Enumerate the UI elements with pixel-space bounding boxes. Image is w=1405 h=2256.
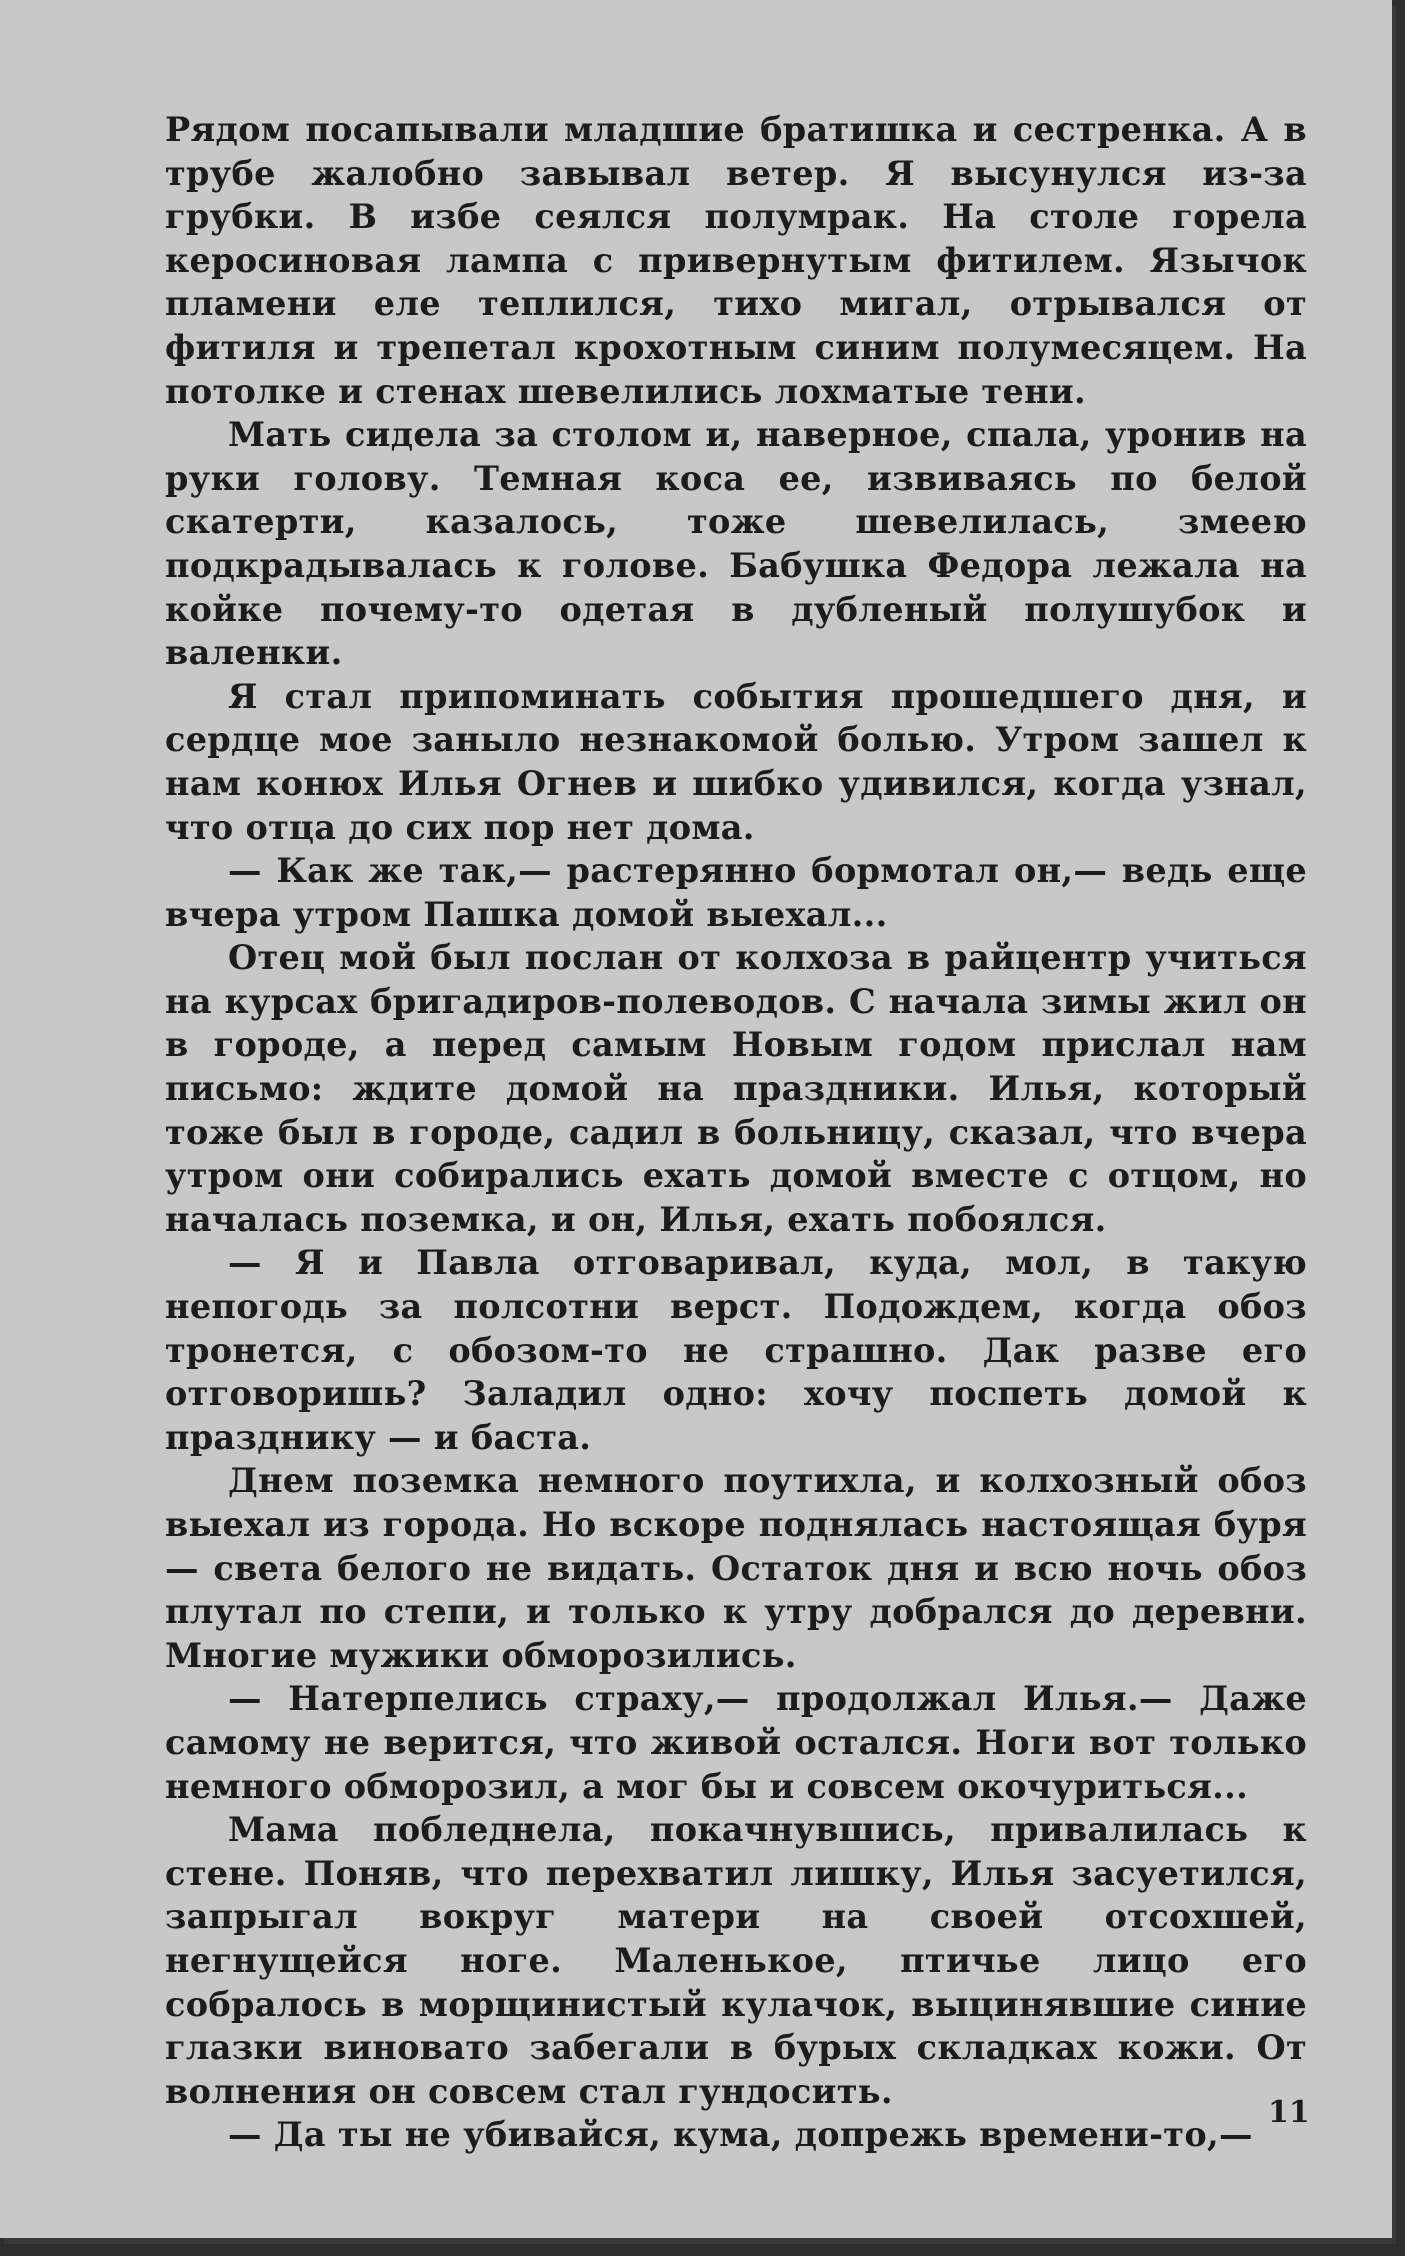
paragraph: Рядом посапывали младшие братишка и сестренка. А в трубе жалобно завывал ветер. Я высунулся из-за грубки. В избе сеялся полумрак. На столе горела керосиновая лампа с привернутым фитилем. Язычок пламени еле теплился, тихо мигал, отрывался от фитиля и трепетал крохотным синим полумесяцем. На потолке и стенах шевелились лохматые тени. bbox=[165, 110, 1307, 411]
page-number: 11 bbox=[1268, 2095, 1310, 2130]
paragraph: Днем поземка немного поутихла, и колхозный обоз выехал из города. Но вскоре поднялась настоящая буря — света белого не видать. Остаток дня и всю ночь обоз плутал по степи, и только к утру добрался до деревни. Многие мужики обморозились. bbox=[165, 1461, 1307, 1675]
page-text bbox=[165, 108, 1310, 2157]
paragraph: Мать сидела за столом и, наверное, спала, уронив на руки голову. Темная коса ее, извиваясь по белой скатерти, казалось, тоже шевелилась, змеею подкрадывалась к голове. Бабушка Федора лежала на койке почему-то одетая в дубленый полушубок и валенки. bbox=[165, 415, 1307, 673]
paragraph: — Как же так,— растерянно бормотал он,— ведь еще вчера утром Пашка домой выехал... bbox=[165, 851, 1307, 934]
paragraph: — Да ты не убивайся, кума, допрежь времени-то,— bbox=[228, 2115, 1253, 2155]
paragraph: — Натерпелись страху,— продолжал Илья.— Даже самому не верится, что живой остался. Ноги вот только немного обморозил, а мог бы и совсем окочуриться... bbox=[165, 1679, 1307, 1806]
paragraph: Мама побледнела, покачнувшись, привалилась к стене. Поняв, что перехватил лишку, Илья засуетился, запрыгал вокруг матери на своей отсохшей, негнущейся ноге. Маленькое, птичье лицо его собралось в морщинистый кулачок, выцинявшие синие глазки виновато забегали в бурых складках кожи. От волнения он совсем стал гундосить. bbox=[165, 1810, 1307, 2111]
paragraph: — Я и Павла отговаривал, куда, мол, в такую непогодь за полсотни верст. Подождем, когда обоз тронется, с обозом-то не страшно. Дак разве его отговоришь? Заладил одно: хочу поспеть домой к празднику — и баста. bbox=[165, 1243, 1307, 1457]
paragraph: Отец мой был послан от колхоза в райцентр учиться на курсах бригадиров-полеводов. С начала зимы жил он в городе, а перед самым Новым годом прислал нам письмо: ждите домой на праздники. Илья, который тоже был в городе, садил в больницу, сказал, что вчера утром они собирались ехать домой вместе с отцом, но началась поземка, и он, Илья, ехать побоялся. bbox=[165, 938, 1307, 1239]
paragraph: Я стал припоминать события прошедшего дня, и сердце мое заныло незнакомой болью. Утром зашел к нам конюх Илья Огнев и шибко удивился, когда узнал, что отца до сих пор нет дома. bbox=[165, 676, 1307, 847]
